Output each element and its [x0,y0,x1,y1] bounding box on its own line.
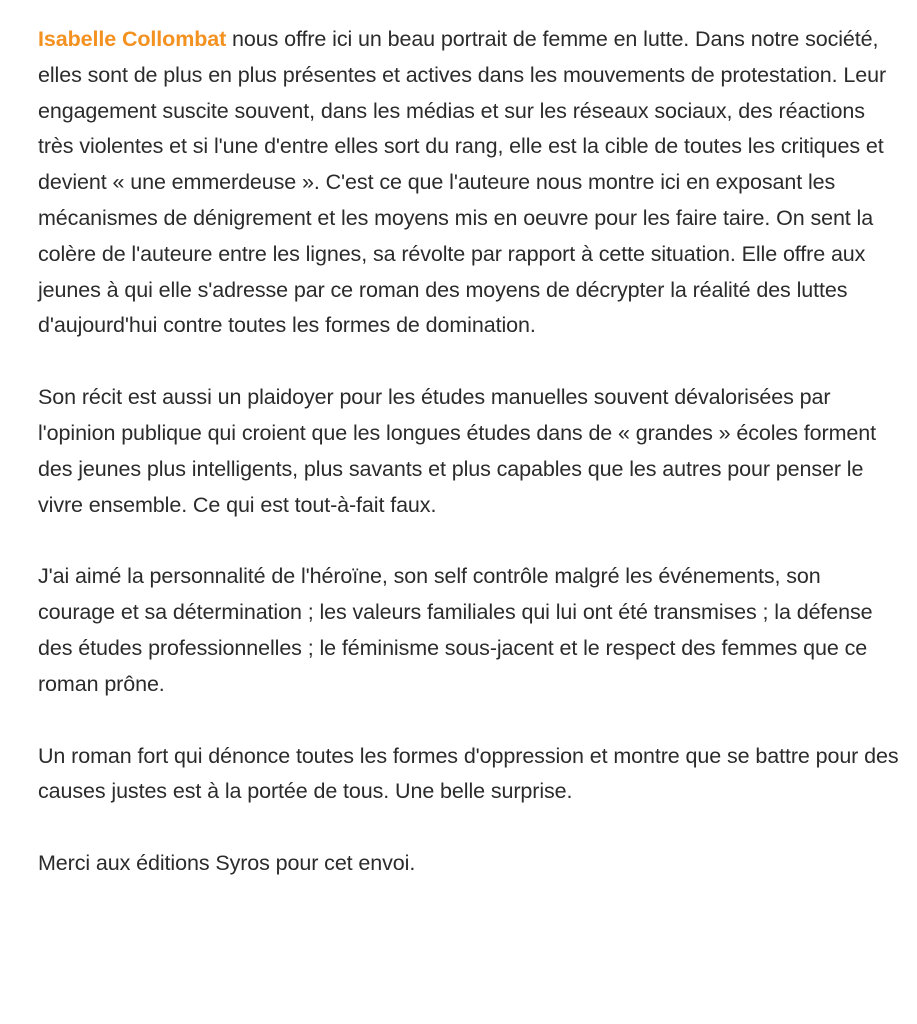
paragraph-intro-text: nous offre ici un beau portrait de femme en lutte. Dans notre société, elles sont de plus en plus présentes et actives dans les mouvements de protestation. Leur engagement suscite souvent, dans les médias et sur les réseaux sociaux, des réactions très violentes et si l'une d'entre elles sort du rang, elle est la cible de toutes les critiques et devient « une emmerdeuse ». C'est ce que l'auteure nous montre ici en exposant les mécanismes de dénigrement et les moyens mis en oeuvre pour les faire taire. On sent la colère de l'auteure entre les lignes, sa révolte par rapport à cette situation. Elle offre aux jeunes à qui elle s'adresse par ce roman des moyens de décrypter la réalité des luttes d'aujourd'hui contre toutes les formes de domination. [38,27,887,338]
paragraph-thanks: Merci aux éditions Syros pour cet envoi. [38,851,416,876]
paragraph-intro [38,22,901,344]
paragraph-manual-studies: Son récit est aussi un plaidoyer pour les études manuelles souvent dévalorisées par l'opinion publique qui croient que les longues études dans de « grandes » écoles forment des jeunes plus intelligents, plus savants et plus capables que les autres pour penser le vivre ensemble. Ce qui est tout-à-fait faux. [38,385,876,517]
author-link[interactable]: Isabelle Collombat [38,27,227,51]
paragraph-conclusion: Un roman fort qui dénonce toutes les formes d'oppression et montre que se battre pour des causes justes est à la portée de tous. Une belle surprise. [38,743,899,804]
paragraph-heroine: J'ai aimé la personnalité de l'héroïne, son self contrôle malgré les événements, son courage et sa détermination ; les valeurs familiales qui lui ont été transmises ; la défense des études professionnelles ; le féminisme sous-jacent et le respect des femmes que ce roman prône. [38,564,873,696]
